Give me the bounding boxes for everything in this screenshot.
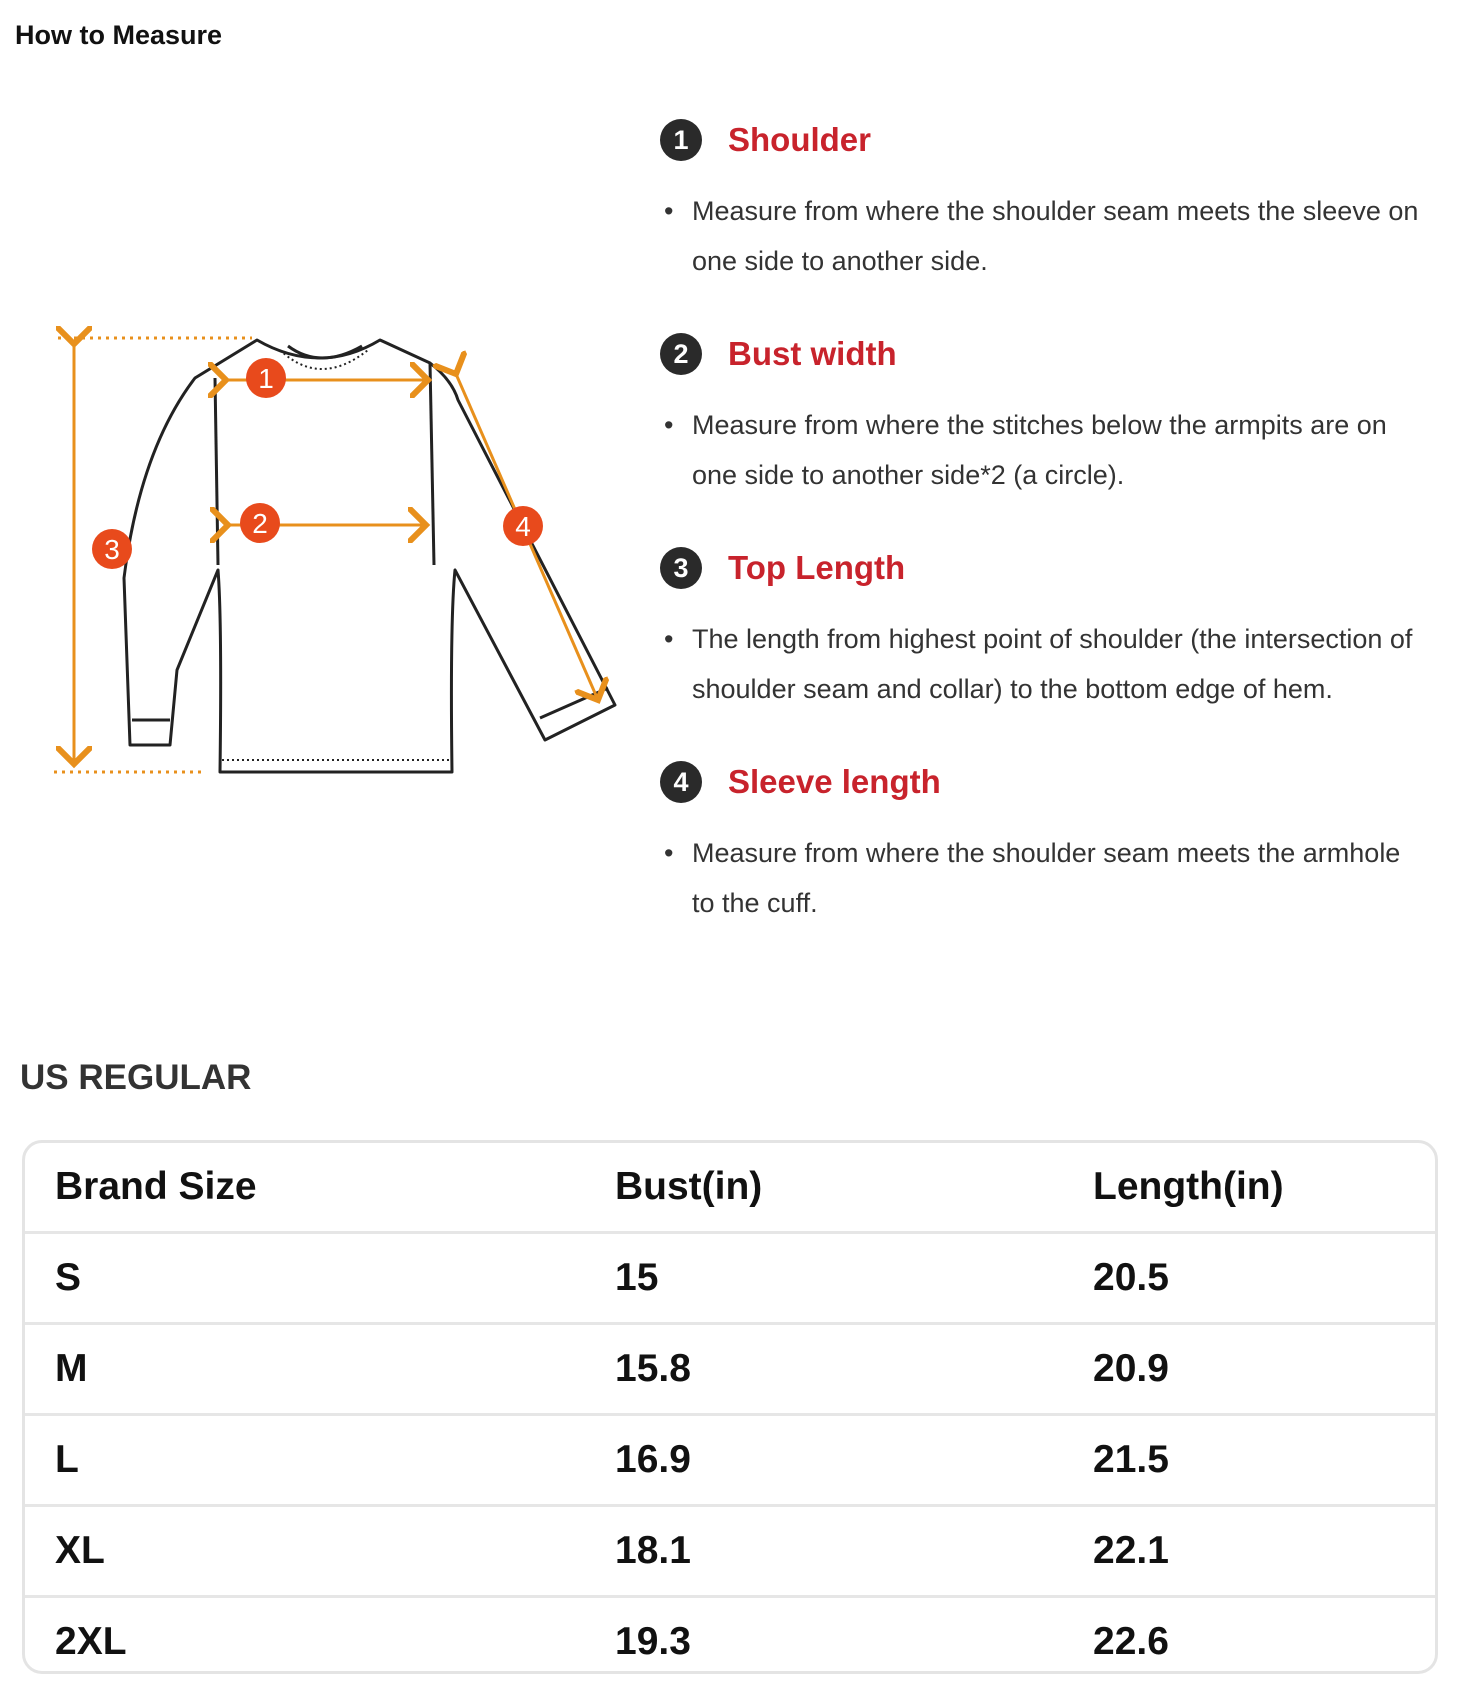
svg-text:1: 1 (258, 363, 274, 394)
marker-4 (503, 506, 543, 546)
step-title: Bust width (728, 335, 897, 372)
bust-cell: 16.9 (615, 1415, 1093, 1506)
marker-2 (240, 503, 280, 543)
step-title: Shoulder (728, 121, 872, 158)
step-description: Measure from where the shoulder seam meets the sleeve on one side to another side. (692, 196, 1419, 276)
measure-instructions (660, 112, 1420, 968)
size-table-title: US REGULAR (20, 1058, 252, 1097)
svg-text:3: 3 (104, 534, 120, 565)
step-shoulder (660, 112, 1420, 286)
bullet-icon: • (664, 838, 674, 868)
step-number-badge: 2 (660, 333, 702, 375)
step-number-badge: 3 (660, 547, 702, 589)
bust-cell: 15 (615, 1233, 1093, 1324)
column-header: Brand Size (25, 1143, 615, 1233)
bullet-icon: • (664, 196, 674, 226)
size-cell: L (25, 1415, 615, 1506)
column-header: Bust(in) (615, 1143, 1093, 1233)
step-title: Sleeve length (728, 763, 941, 800)
bullet-icon: • (664, 624, 674, 654)
table-row (25, 1597, 1435, 1675)
length-cell: 22.6 (1093, 1620, 1169, 1663)
length-cell: 20.9 (1093, 1324, 1435, 1415)
sweater-illustration (40, 320, 630, 790)
column-header: Length(in) (1093, 1143, 1435, 1233)
size-cell: XL (25, 1506, 615, 1597)
step-description: The length from highest point of shoulder (the intersection of shoulder seam and collar) to the bottom edge of hem. (692, 624, 1413, 704)
step-bust-width (660, 326, 1420, 500)
step-sleeve-length (660, 754, 1420, 928)
step-top-length (660, 540, 1420, 714)
step-description: Measure from where the stitches below the armpits are on one side to another side*2 (a circle). (692, 410, 1387, 490)
size-cell: M (25, 1324, 615, 1415)
table-row (25, 1324, 1435, 1415)
sweater-outline (124, 340, 615, 772)
svg-text:4: 4 (515, 511, 531, 542)
step-number-badge: 4 (660, 761, 702, 803)
length-cell: 20.5 (1093, 1233, 1435, 1324)
step-title: Top Length (728, 549, 906, 586)
table-header-row (25, 1143, 1435, 1233)
bullet-icon: • (664, 410, 674, 440)
bust-cell: 15.8 (615, 1324, 1093, 1415)
table-row (25, 1415, 1435, 1506)
length-cell: 21.5 (1093, 1415, 1435, 1506)
length-cell: 22.1 (1093, 1506, 1435, 1597)
size-cell: S (25, 1233, 615, 1324)
step-description: Measure from where the shoulder seam meets the armhole to the cuff. (692, 838, 1401, 918)
page-title: How to Measure (15, 20, 223, 50)
svg-text:2: 2 (252, 508, 268, 539)
step-number-badge: 1 (660, 119, 702, 161)
size-cell: 2XL (55, 1620, 127, 1663)
bust-cell: 18.1 (615, 1506, 1093, 1597)
measurement-diagram (40, 320, 630, 790)
marker-3 (92, 529, 132, 569)
marker-1 (246, 358, 286, 398)
table-row (25, 1506, 1435, 1597)
size-table (22, 1140, 1438, 1674)
table-row (25, 1233, 1435, 1324)
bust-cell: 19.3 (615, 1620, 691, 1663)
